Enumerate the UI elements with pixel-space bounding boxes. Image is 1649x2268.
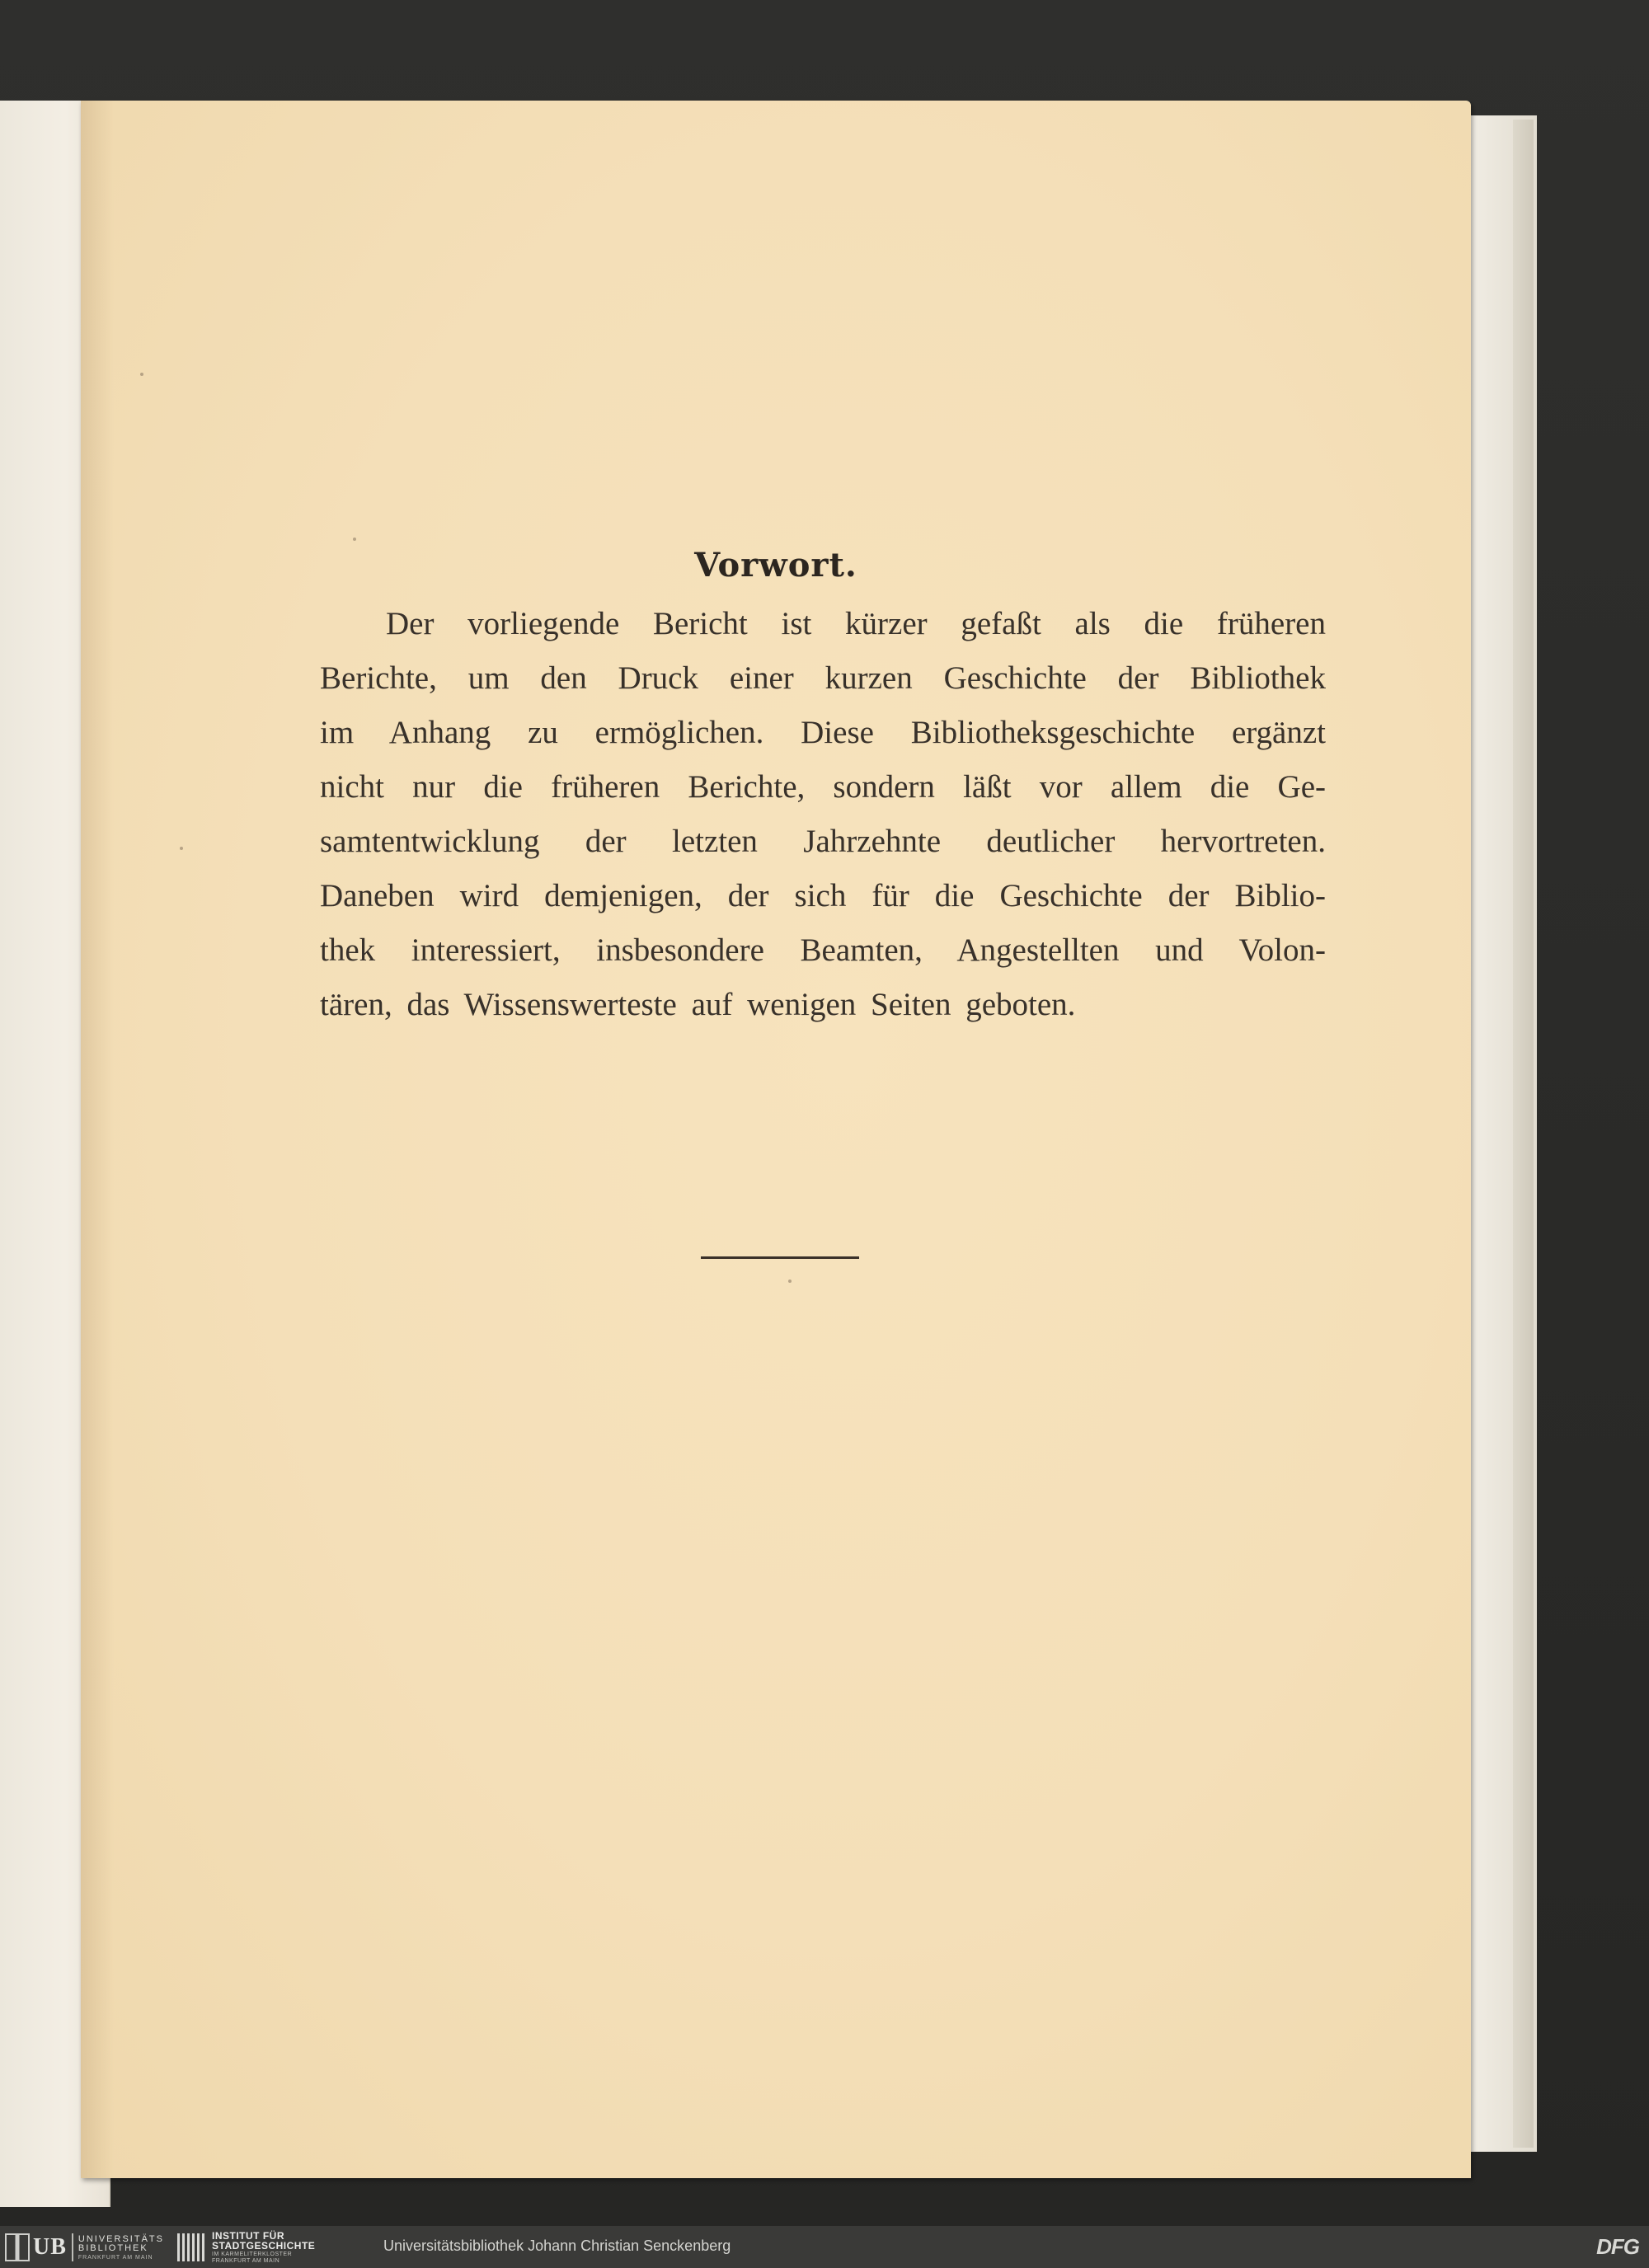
ub-seal-icon bbox=[5, 2233, 30, 2261]
text-line: samtentwicklung der letzten Jahrzehnte deutlicher hervortreten. bbox=[320, 824, 1326, 859]
isg-logo-line: STADTGESCHICHTE bbox=[212, 2240, 316, 2252]
ub-logo-letters: UB bbox=[33, 2234, 67, 2260]
section-rule bbox=[701, 1256, 859, 1259]
footer-caption: Universitätsbibliothek Johann Christian Senckenberg bbox=[383, 2237, 731, 2254]
paper-speck bbox=[180, 847, 183, 850]
ub-logo-line: FRANKFURT AM MAIN bbox=[78, 2254, 153, 2261]
isg-mark-icon bbox=[177, 2233, 205, 2261]
text-line: Der vorliegende Bericht ist kürzer gefaßt als die früheren bbox=[386, 606, 1326, 641]
paper-speck bbox=[140, 373, 143, 376]
paper-speck bbox=[788, 1280, 792, 1283]
page-heading: Vorwort. bbox=[694, 546, 857, 585]
isg-logo-text bbox=[212, 2231, 315, 2264]
isg-logo[interactable] bbox=[177, 2230, 316, 2264]
isg-logo-line: IM KARMELITERKLOSTER bbox=[212, 2252, 293, 2257]
text-line: tären, das Wissenswerteste auf wenigen Seiten geboten. bbox=[320, 987, 1076, 1022]
ub-logo[interactable] bbox=[5, 2233, 164, 2262]
isg-logo-line: INSTITUT FÜR bbox=[212, 2230, 284, 2242]
scanned-page bbox=[81, 101, 1471, 2178]
ub-logo-text bbox=[78, 2235, 164, 2261]
preface-paragraph bbox=[320, 597, 1326, 1032]
isg-logo-line: FRANKFURT AM MAIN bbox=[212, 2258, 280, 2264]
text-line: Berichte, um den Druck einer kurzen Geschichte der Bibliothek bbox=[320, 660, 1326, 696]
ub-logo-line: BIBLIOTHEK bbox=[78, 2242, 148, 2253]
dfg-logo[interactable]: DFG bbox=[1596, 2234, 1639, 2259]
back-cover-edge bbox=[1513, 120, 1534, 2148]
ub-logo-line: UNIVERSITÄTS bbox=[78, 2233, 164, 2244]
text-line: nicht nur die früheren Berichte, sondern läßt vor allem die Ge- bbox=[320, 769, 1326, 805]
viewer-footer bbox=[0, 2226, 1649, 2268]
text-line: Daneben wird demjenigen, der sich für die Geschichte der Biblio- bbox=[320, 878, 1326, 913]
text-line: thek interessiert, insbesondere Beamten, Angestellten und Volon- bbox=[320, 932, 1326, 968]
text-line: im Anhang zu ermöglichen. Diese Bibliotheksgeschichte ergänzt bbox=[320, 715, 1326, 750]
paper-speck bbox=[353, 538, 356, 541]
logo-divider bbox=[72, 2233, 73, 2261]
